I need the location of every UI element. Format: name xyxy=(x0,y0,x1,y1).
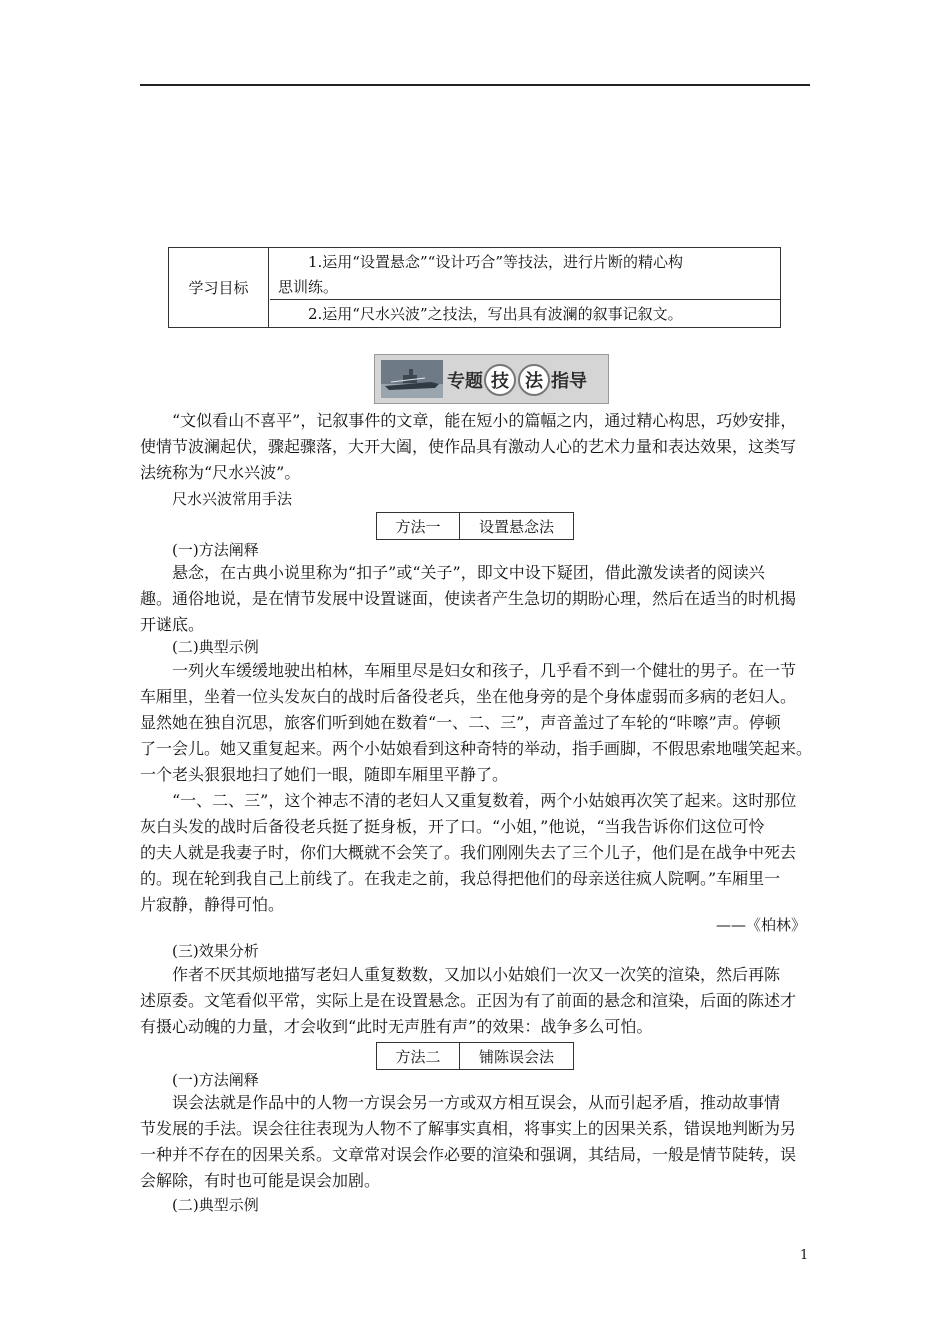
explain-line: 悬念，在古典小说里称为“扣子”或“关子”，即文中设下疑团，借此激发读者的阅读兴 xyxy=(172,563,765,582)
example-line: 一个老头狠狠地扫了她们一眼，随即车厢里平静了。 xyxy=(140,765,509,784)
method1-number: 方法一 xyxy=(377,513,460,539)
method2-name: 铺陈误会法 xyxy=(478,1047,554,1066)
example-line: 片寂静，静得可怕。 xyxy=(140,895,285,914)
method2-explain-heading: (一)方法阐释 xyxy=(172,1071,259,1089)
example-line: 车厢里，坐着一位头发灰白的战时后备役老兵，坐在他身旁的是个身体虚弱而多病的老妇人。 xyxy=(140,687,797,706)
learning-goals-table xyxy=(168,247,781,328)
method1-analysis-paragraph xyxy=(140,962,810,1040)
header-rule xyxy=(140,84,810,86)
method2-example-heading: (二)典型示例 xyxy=(172,1196,259,1214)
method1-example-paragraph-2 xyxy=(140,788,810,918)
explain-line: 节发展的手法。误会往往表现为人物不了解事实真相，将事实上的因果关系，错误地判断为另 xyxy=(140,1119,797,1138)
banner-prefix: 专题 xyxy=(447,371,483,392)
section-banner xyxy=(374,354,609,404)
banner-circle-char-1: 技 xyxy=(484,364,516,396)
intro-line: 使情节波澜起伏，骤起骤落，大开大阖，使作品具有激动人心的艺术力量和表达效果，这类写 xyxy=(140,437,797,456)
example-line: 灰白头发的战时后备役老兵挺了挺身板，开了口。“小姐，”他说，“当我告诉你们这位可怜 xyxy=(140,817,765,836)
banner-suffix: 指导 xyxy=(551,371,587,392)
intro-line: 法统称为“尺水兴波”。 xyxy=(140,463,301,482)
example-line: 的。现在轮到我自己上前线了。在我走之前，我总得把他们的母亲送往疯人院啊。”车厢里一 xyxy=(140,869,781,888)
example-line: 了一会儿。她又重复起来。两个小姑娘看到这种奇特的举动，指手画脚，不假思索地嗤笑起来。 xyxy=(140,739,813,758)
analysis-line: 有摄心动魄的力量，才会收到“此时无声胜有声”的效果：战争多么可怕。 xyxy=(140,1017,653,1036)
method1-explain-paragraph xyxy=(140,560,810,638)
page-number: 1 xyxy=(800,1248,809,1263)
method1-explain-heading: (一)方法阐释 xyxy=(172,541,259,559)
methods-heading: 尺水兴波常用手法 xyxy=(172,490,293,508)
banner-circle-char-2: 法 xyxy=(518,364,550,396)
method2-explain-paragraph xyxy=(140,1090,810,1194)
method2-box xyxy=(376,1042,574,1070)
method1-name: 设置悬念法 xyxy=(478,517,554,536)
method1-example-paragraph-1 xyxy=(140,658,813,788)
learning-goals-label: 学习目标 xyxy=(169,248,269,327)
method1-example-heading: (二)典型示例 xyxy=(172,638,259,656)
intro-line: “文似看山不喜平”，记叙事件的文章，能在短小的篇幅之内，通过精心构思，巧妙安排， xyxy=(172,411,797,430)
banner-title xyxy=(447,361,587,399)
explain-line: 会解除，有时也可能是误会加剧。 xyxy=(140,1171,381,1190)
example-line: 的夫人就是我妻子时，你们大概就不会笑了。我们刚刚失去了三个儿子，他们是在战争中死去 xyxy=(140,843,797,862)
intro-paragraph xyxy=(140,408,810,486)
example-line: 显然她在独自沉思，旅客们听到她在数着“一、二、三”，声音盖过了车轮的“咔嚓”声。停顿 xyxy=(140,713,781,732)
explain-line: 误会法就是作品中的人物一方误会另一方或双方相互误会，从而引起矛盾，推动故事情 xyxy=(172,1093,781,1112)
learning-goal-1 xyxy=(270,248,780,300)
analysis-line: 述原委。文笔看似平常，实际上是在设置悬念。正因为有了前面的悬念和渲染，后面的陈述才 xyxy=(140,991,797,1010)
learning-goal-1-line1: 1.运用“设置悬念”“设计巧合”等技法，进行片断的精心构 xyxy=(308,253,683,271)
explain-line: 一种并不存在的因果关系。文章常对误会作必要的渲染和强调，其结局，一般是情节陡转，误 xyxy=(140,1145,797,1164)
explain-line: 趣。通俗地说，是在情节发展中设置谜面，使读者产生急切的期盼心理，然后在适当的时机揭 xyxy=(140,589,797,608)
method1-analysis-heading: (三)效果分析 xyxy=(172,942,259,960)
method2-number: 方法二 xyxy=(377,1043,460,1069)
example-line: 一列火车缓缓地驶出柏林，车厢里尽是妇女和孩子，几乎看不到一个健壮的男子。在一节 xyxy=(172,661,797,680)
ship-icon xyxy=(381,360,443,398)
example-source: ——《柏林》 xyxy=(715,916,806,934)
learning-goal-1-line2: 思训练。 xyxy=(278,278,339,296)
learning-goal-2: 2.运用“尺水兴波”之技法，写出具有波澜的叙事记叙文。 xyxy=(308,305,683,323)
analysis-line: 作者不厌其烦地描写老妇人重复数数，又加以小姑娘们一次又一次笑的渲染，然后再陈 xyxy=(172,965,781,984)
method1-box xyxy=(376,512,574,540)
explain-line: 开谜底。 xyxy=(140,615,205,634)
example-line: “一、二、三”，这个神志不清的老妇人又重复数着，两个小姑娘再次笑了起来。这时那位 xyxy=(172,791,797,810)
